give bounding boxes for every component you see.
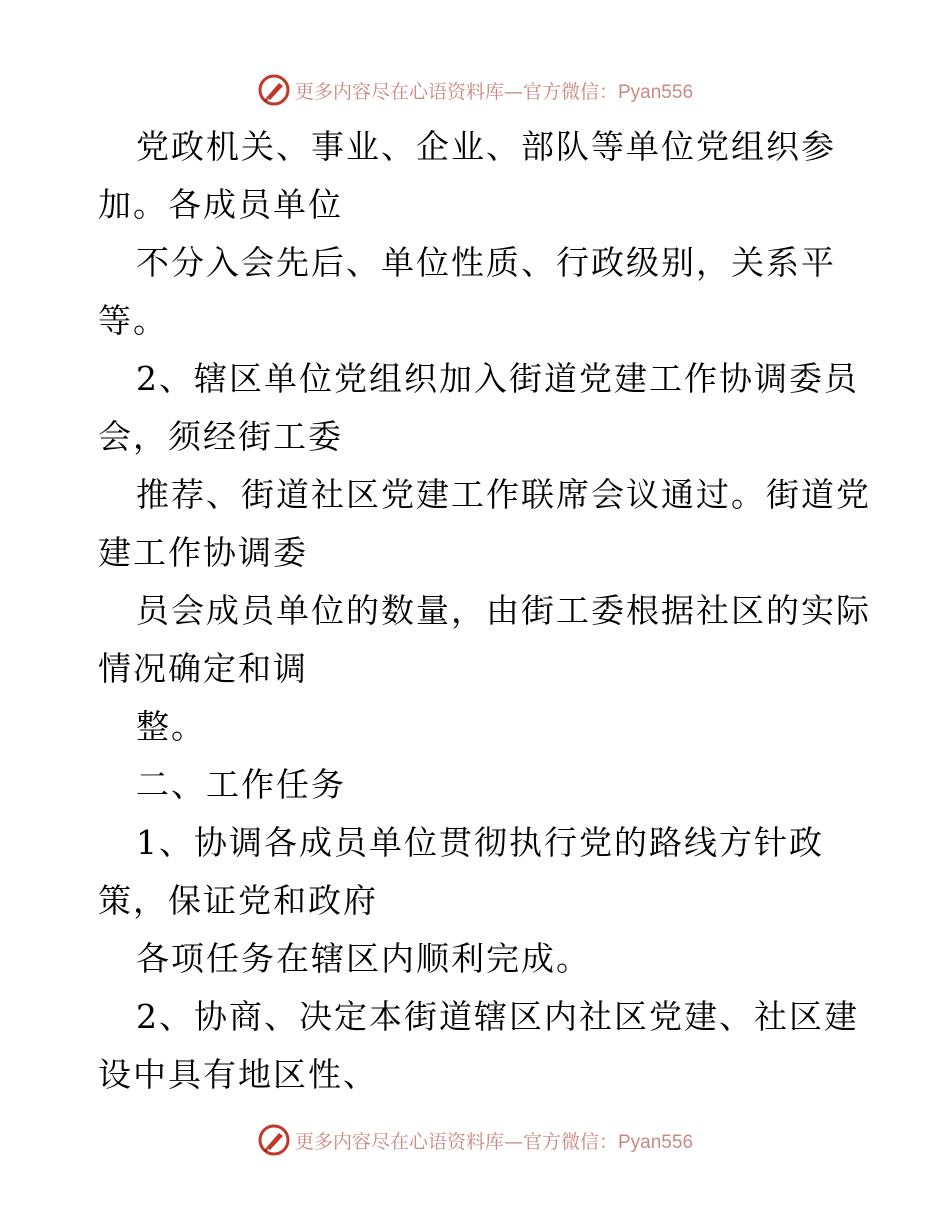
text-line: 整。 bbox=[136, 707, 206, 746]
section-heading: 二、工作任务 bbox=[136, 765, 346, 804]
footer-watermark bbox=[0, 1120, 950, 1160]
watermark-text: 更多内容尽在心语资料库—官方微信：Pyan556 bbox=[294, 1130, 694, 1153]
text-line: 等。 bbox=[98, 301, 168, 340]
text-line: 推荐、街道社区党建工作联席会议通过。街道党 bbox=[136, 475, 871, 514]
text-line: 员会成员单位的数量，由街工委根据社区的实际 bbox=[136, 591, 871, 630]
text-line: 设中具有地区性、 bbox=[98, 1055, 378, 1094]
pen-logo-icon bbox=[257, 1123, 291, 1157]
text-line: 策，保证党和政府 bbox=[98, 881, 378, 920]
document-body bbox=[98, 118, 871, 1104]
text-line: 各项任务在辖区内顺利完成。 bbox=[136, 939, 591, 978]
text-line: 1、协调各成员单位贯彻执行党的路线方针政 bbox=[136, 823, 824, 862]
watermark-text: 更多内容尽在心语资料库—官方微信：Pyan556 bbox=[294, 80, 694, 103]
header-watermark bbox=[0, 70, 950, 110]
text-line: 2、协商、决定本街道辖区内社区党建、社区建 bbox=[136, 997, 859, 1036]
text-line: 建工作协调委 bbox=[98, 533, 308, 572]
text-line: 加。各成员单位 bbox=[98, 185, 343, 224]
text-line: 不分入会先后、单位性质、行政级别，关系平 bbox=[136, 243, 836, 282]
text-line: 会，须经街工委 bbox=[98, 417, 343, 456]
text-line: 党政机关、事业、企业、部队等单位党组织参 bbox=[136, 127, 836, 166]
text-line: 2、辖区单位党组织加入街道党建工作协调委员 bbox=[136, 359, 859, 398]
pen-logo-icon bbox=[257, 73, 291, 107]
text-line: 情况确定和调 bbox=[98, 649, 308, 688]
